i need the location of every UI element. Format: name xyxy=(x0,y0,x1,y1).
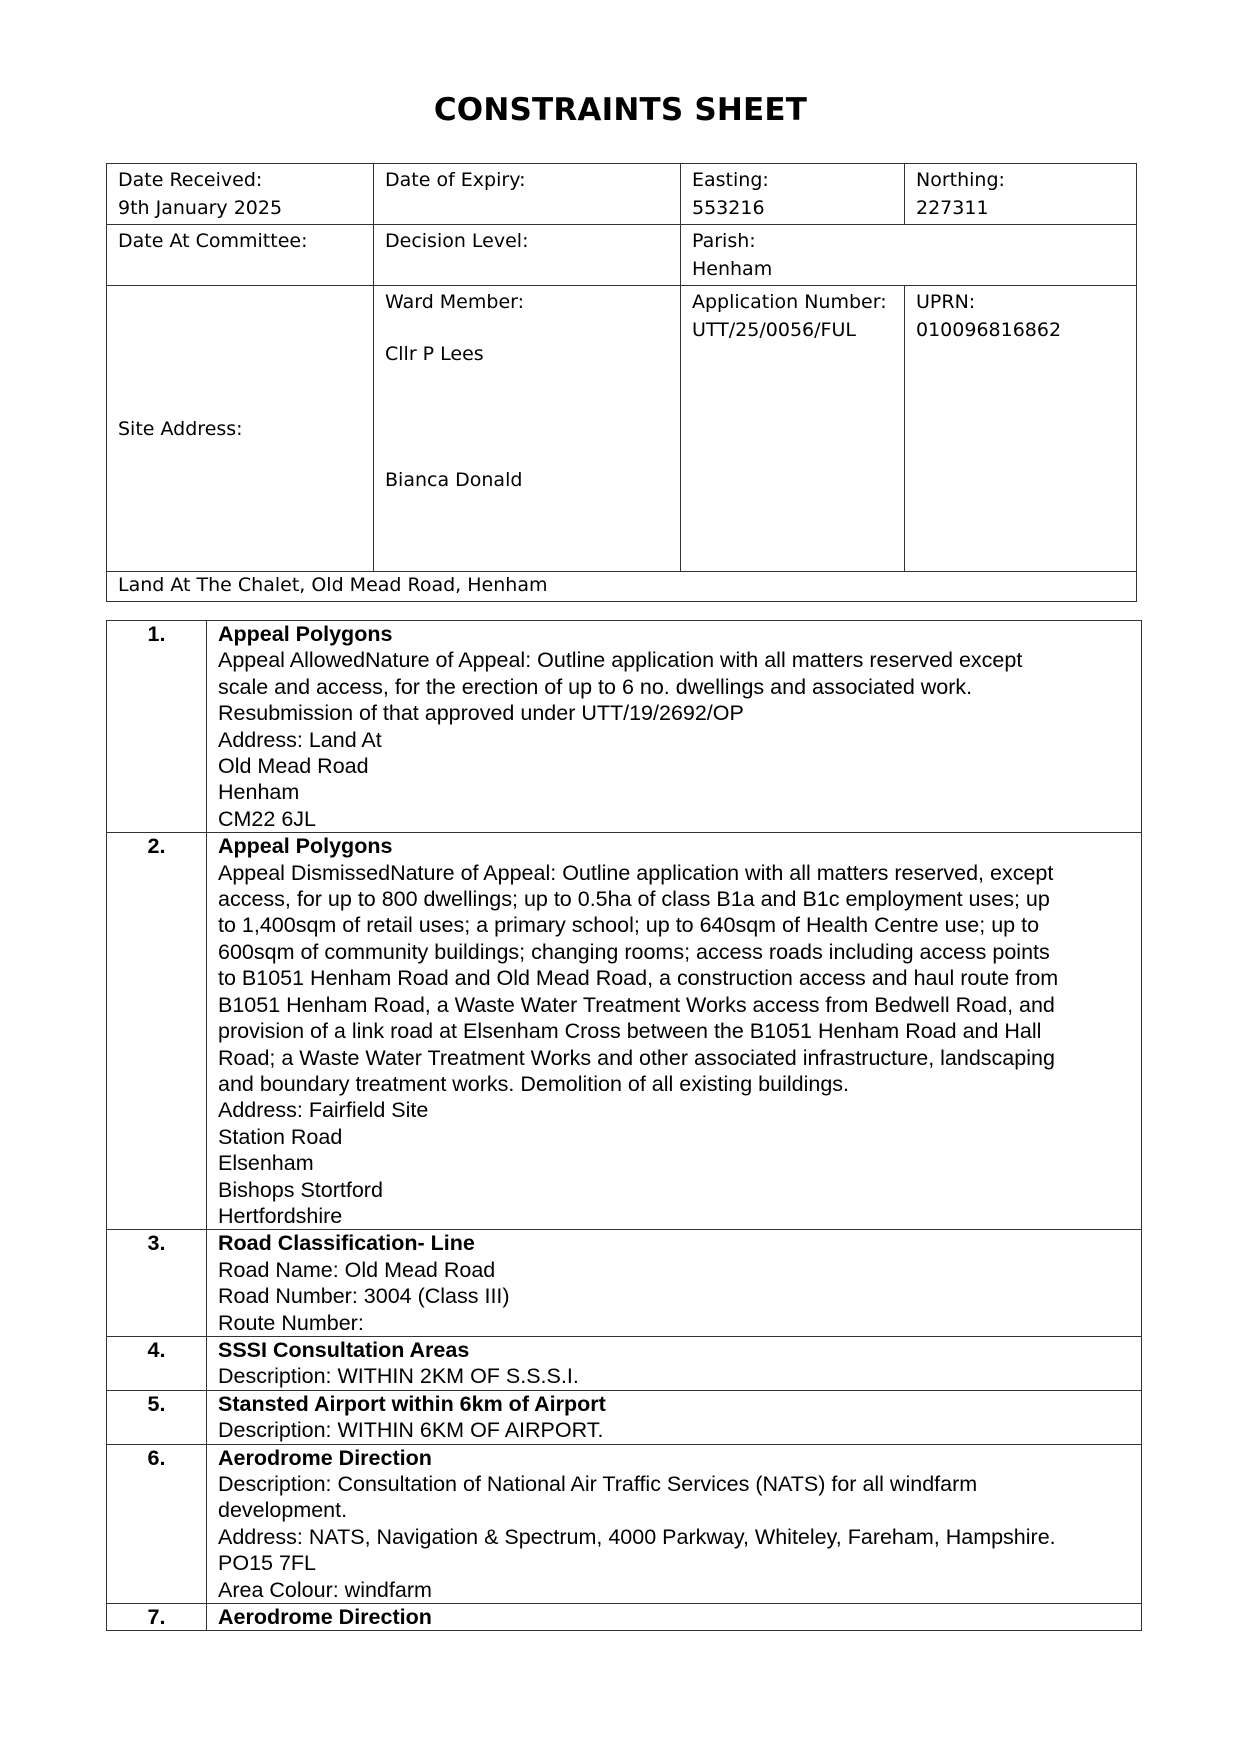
constraint-title: Aerodrome Direction xyxy=(218,1445,432,1470)
constraint-detail-line: Road Number: 3004 (Class III) xyxy=(218,1284,510,1309)
date-at-committee-cell xyxy=(107,225,374,286)
date-received-label: Date Received: xyxy=(118,169,263,191)
constraint-detail-line: CM22 6JL xyxy=(218,806,316,831)
constraint-detail-line: Address: Fairfield Site xyxy=(218,1098,429,1123)
constraint-detail-line: Hertfordshire xyxy=(218,1203,343,1228)
date-at-committee-label: Date At Committee: xyxy=(118,230,308,252)
constraint-detail-line: Road Name: Old Mead Road xyxy=(218,1257,496,1282)
constraint-detail-line: Appeal DismissedNature of Appeal: Outline application with all matters reserved, except xyxy=(218,860,1054,885)
constraint-detail-line: Henham xyxy=(218,780,300,805)
constraint-detail-line: Appeal AllowedNature of Appeal: Outline application with all matters reserved except xyxy=(218,648,1023,673)
easting-value: 553216 xyxy=(692,197,765,219)
constraint-row xyxy=(107,1390,1142,1444)
ward-member-value: Cllr P Lees xyxy=(385,343,484,365)
constraint-detail-line: Address: Land At xyxy=(218,727,382,752)
constraint-row xyxy=(107,1444,1142,1603)
constraint-detail-line: Description: WITHIN 2KM OF S.S.S.I. xyxy=(218,1364,579,1389)
constraint-details xyxy=(207,1444,1142,1603)
date-received-cell xyxy=(107,164,374,225)
constraint-detail-line: Description: WITHIN 6KM OF AIRPORT. xyxy=(218,1418,604,1443)
constraint-row xyxy=(107,1230,1142,1337)
site-address-label-cell xyxy=(107,286,374,572)
constraint-detail-line: to B1051 Henham Road and Old Mead Road, a construction access and haul route from xyxy=(218,966,1059,991)
site-address-value: Land At The Chalet, Old Mead Road, Henham xyxy=(118,574,548,596)
constraint-number: 2. xyxy=(107,833,207,1230)
constraint-row xyxy=(107,1604,1142,1631)
constraint-detail-line: Road; a Waste Water Treatment Works and other associated infrastructure, landscaping xyxy=(218,1045,1055,1070)
constraint-details xyxy=(207,1604,1142,1631)
constraint-title: Stansted Airport within 6km of Airport xyxy=(218,1391,606,1416)
constraint-details xyxy=(207,833,1142,1230)
constraint-title: Aerodrome Direction xyxy=(218,1605,432,1630)
constraint-detail-line: provision of a link road at Elsenham Cross between the B1051 Henham Road and Hall xyxy=(218,1019,1042,1044)
constraint-details xyxy=(207,1390,1142,1444)
constraint-row xyxy=(107,1336,1142,1390)
constraint-detail-line: scale and access, for the erection of up to 6 no. dwellings and associated work. xyxy=(218,674,973,699)
constraint-detail-line: Description: Consultation of National Air Traffic Services (NATS) for all windfarm xyxy=(218,1472,978,1496)
uprn-value: 010096816862 xyxy=(916,319,1062,341)
application-details-table xyxy=(106,163,1137,602)
uprn-cell xyxy=(905,286,1137,572)
site-address-label: Site Address: xyxy=(118,417,243,440)
application-number-label: Application Number: xyxy=(692,291,887,313)
application-number-cell xyxy=(681,286,905,572)
decision-level-cell xyxy=(374,225,681,286)
parish-cell xyxy=(681,225,1137,286)
easting-label: Easting: xyxy=(692,169,769,191)
date-received-value: 9th January 2025 xyxy=(118,197,283,219)
northing-label: Northing: xyxy=(916,169,1005,191)
constraint-detail-line: Elsenham xyxy=(218,1151,314,1176)
constraint-number: 7. xyxy=(107,1604,207,1631)
constraint-detail-line: development. xyxy=(218,1498,348,1523)
parish-label: Parish: xyxy=(692,230,756,252)
constraint-detail-line: and boundary treatment works. Demolition of all existing buildings. xyxy=(218,1071,849,1096)
page-title: CONSTRAINTS SHEET xyxy=(433,92,808,128)
constraint-detail-line: PO15 7FL xyxy=(218,1551,316,1576)
constraint-detail-line: Area Colour: windfarm xyxy=(218,1577,432,1602)
constraint-detail-line: Station Road xyxy=(218,1124,343,1149)
decision-level-label: Decision Level: xyxy=(385,230,529,252)
site-address-cell xyxy=(107,572,1137,602)
constraint-title: Appeal Polygons xyxy=(218,622,393,646)
constraint-detail-line: to 1,400sqm of retail uses; a primary school; up to 640sqm of Health Centre use; up to xyxy=(218,913,1040,938)
application-number-value: UTT/25/0056/FUL xyxy=(692,319,856,341)
constraint-detail-line: Resubmission of that approved under UTT/19/2692/OP xyxy=(218,701,744,726)
constraint-number: 6. xyxy=(107,1444,207,1603)
constraint-row xyxy=(107,621,1142,833)
ward-member-cell xyxy=(374,286,681,572)
constraint-detail-line: B1051 Henham Road, a Waste Water Treatment Works access from Bedwell Road, and xyxy=(218,992,1055,1017)
uprn-label: UPRN: xyxy=(916,291,976,313)
constraint-details xyxy=(207,1230,1142,1337)
constraint-detail-line: Bishops Stortford xyxy=(218,1177,383,1202)
ward-member-label: Ward Member: xyxy=(385,291,525,313)
constraint-details xyxy=(207,621,1142,833)
constraint-title: SSSI Consultation Areas xyxy=(218,1337,470,1362)
parish-value: Henham xyxy=(692,258,773,280)
constraint-number: 5. xyxy=(107,1390,207,1444)
constraints-table xyxy=(106,620,1142,1631)
constraint-detail-line: Old Mead Road xyxy=(218,754,369,779)
date-of-expiry-label: Date of Expiry: xyxy=(385,169,526,191)
easting-cell xyxy=(681,164,905,225)
constraint-details xyxy=(207,1336,1142,1390)
constraint-number: 3. xyxy=(107,1230,207,1337)
constraint-title: Road Classification- Line xyxy=(218,1231,475,1256)
northing-cell xyxy=(905,164,1137,225)
constraint-number: 4. xyxy=(107,1336,207,1390)
constraint-title: Appeal Polygons xyxy=(218,834,393,859)
constraint-row xyxy=(107,833,1142,1230)
date-of-expiry-cell xyxy=(374,164,681,225)
constraint-detail-line: Route Number: xyxy=(218,1310,364,1335)
case-officer-value: Bianca Donald xyxy=(385,469,523,491)
constraint-detail-line: 600sqm of community buildings; changing rooms; access roads including access points xyxy=(218,939,1050,964)
constraint-detail-line: Address: NATS, Navigation & Spectrum, 4000 Parkway, Whiteley, Fareham, Hampshire. xyxy=(218,1524,1056,1549)
northing-value: 227311 xyxy=(916,197,989,219)
constraint-number: 1. xyxy=(107,621,207,833)
constraint-detail-line: access, for up to 800 dwellings; up to 0.5ha of class B1a and B1c employment uses; up xyxy=(218,887,1050,912)
